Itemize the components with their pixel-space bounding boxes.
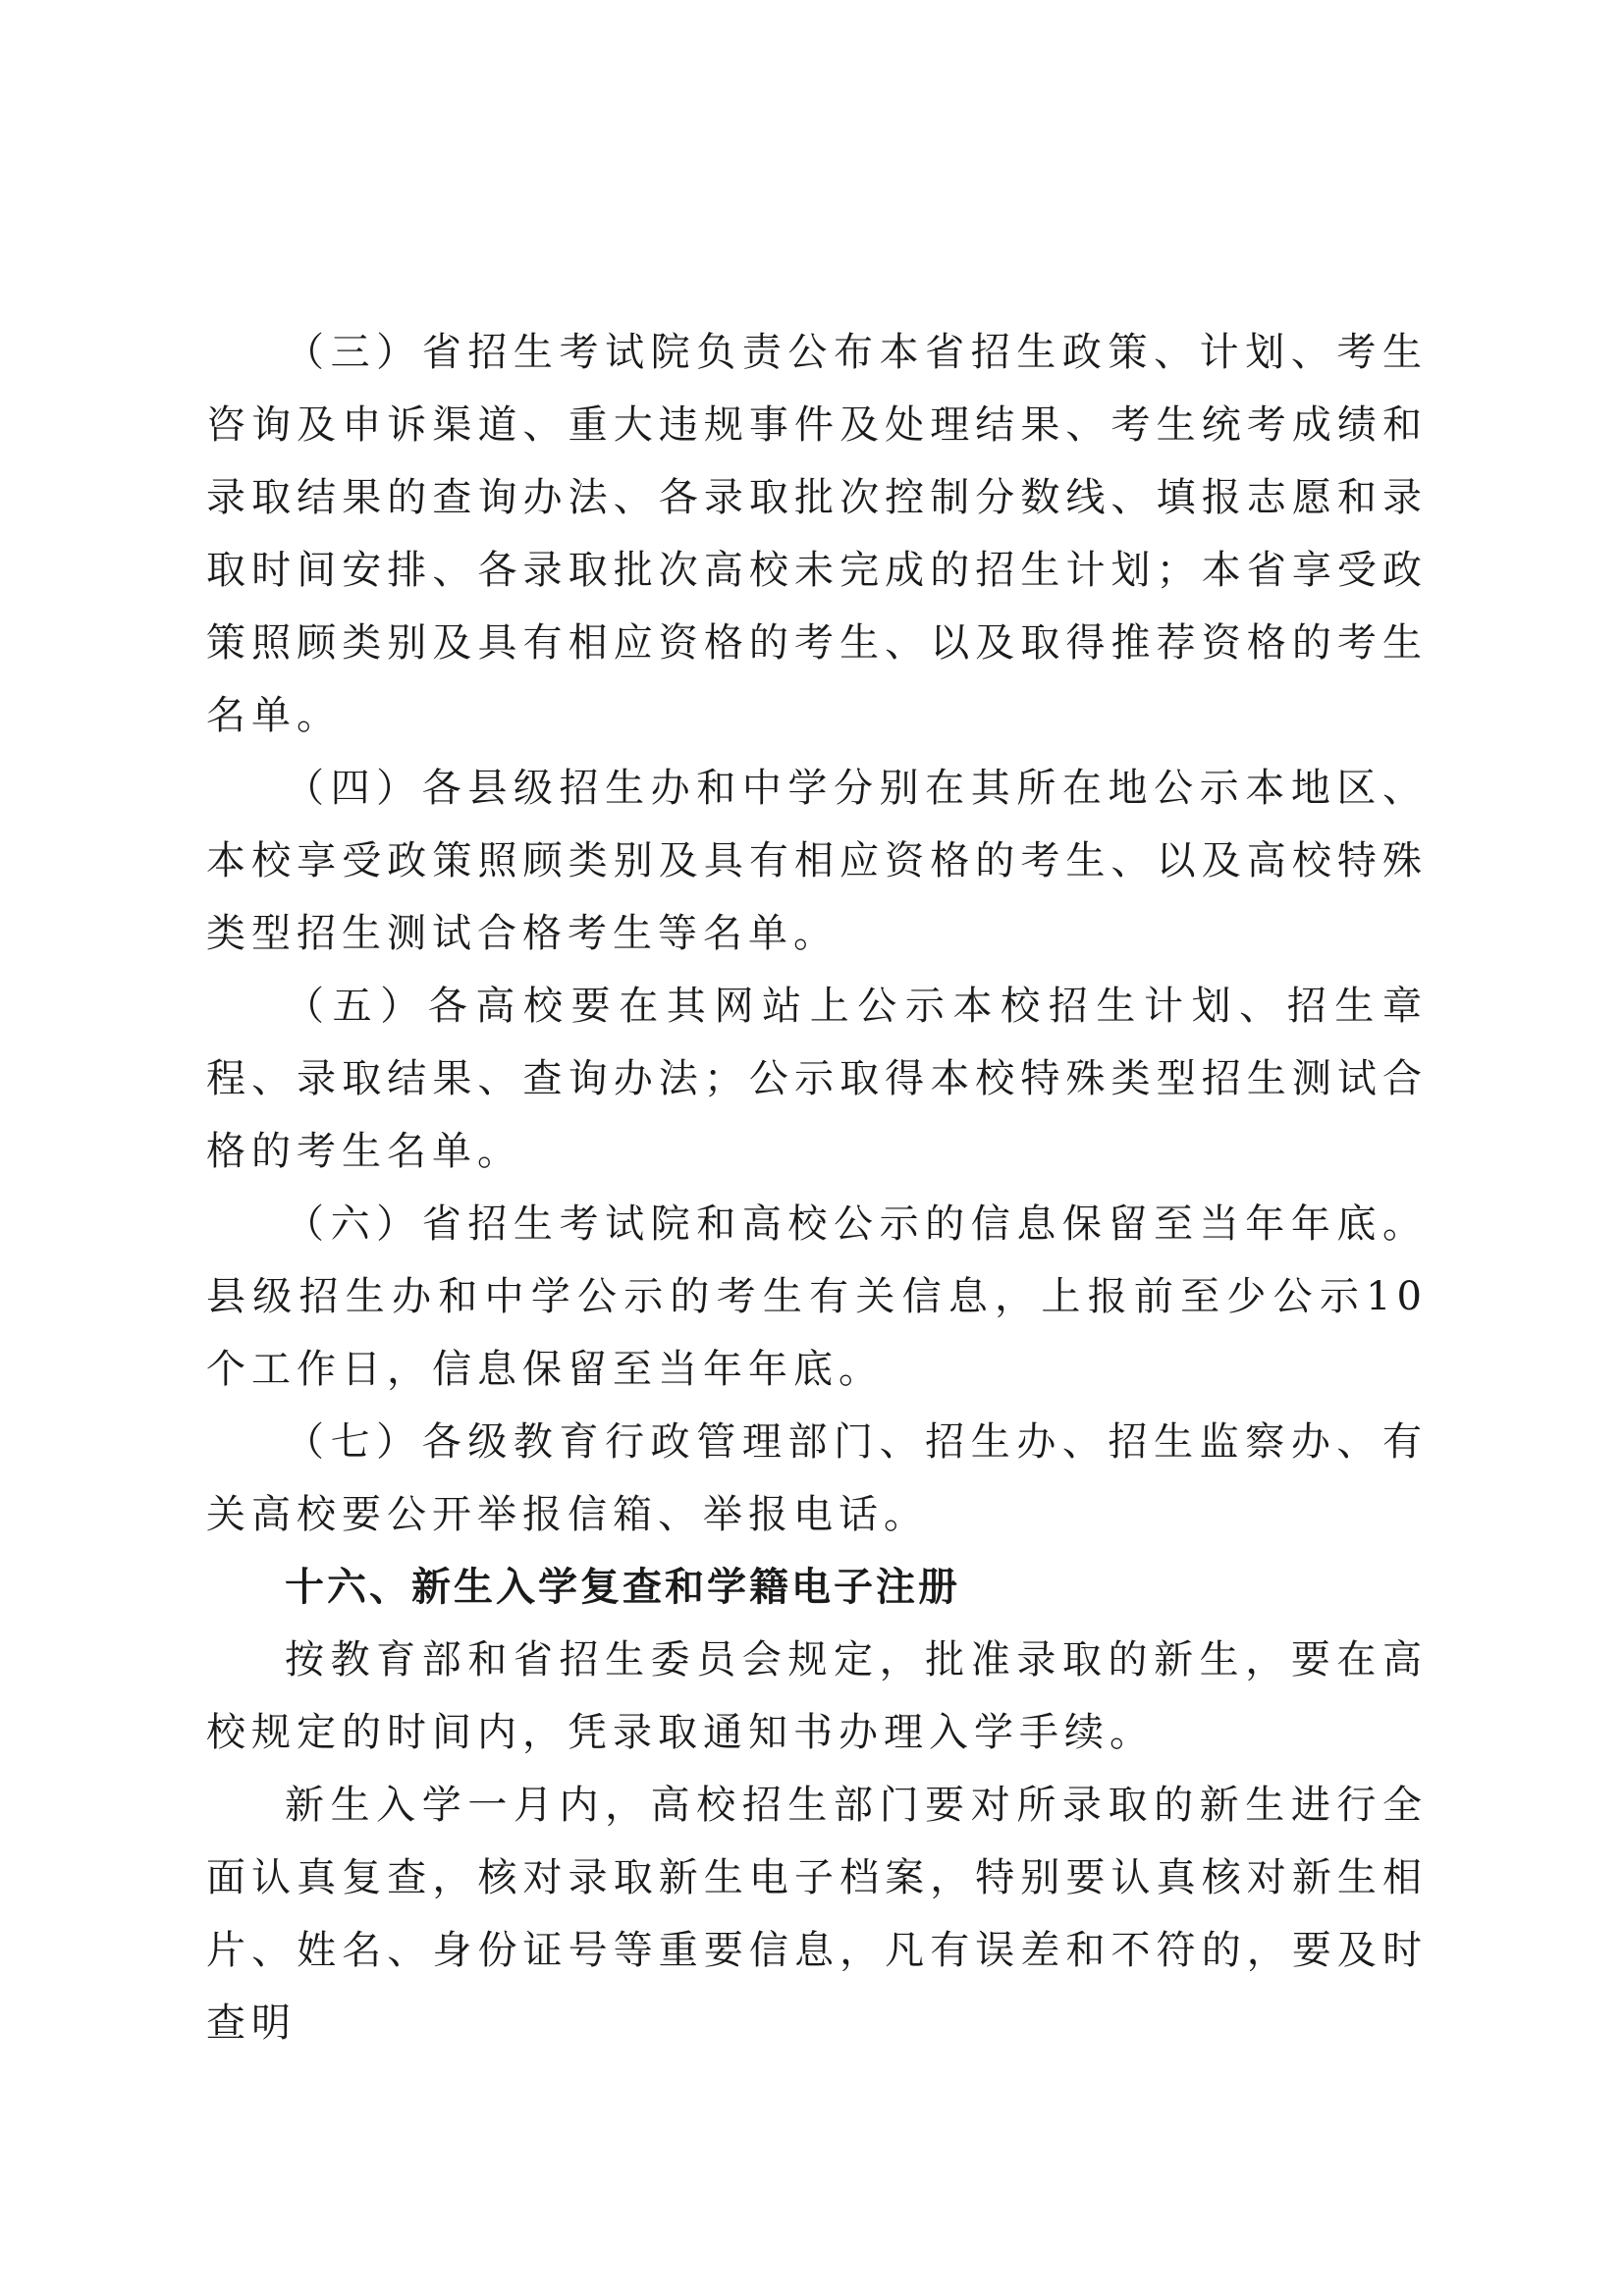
paragraph-item-4: （四）各县级招生办和中学分别在其所在地公示本地区、本校享受政策照顾类别及具有相应资格的考生、以及高校特殊类型招生测试合格考生等名单。 — [206, 766, 1428, 956]
section-paragraph-2: 新生入学一月内，高校招生部门要对所录取的新生进行全面认真复查，核对录取新生电子档案，特别要认真核对新生相片、姓名、身份证号等重要信息，凡有误差和不符的，要及时查明 — [206, 1783, 1428, 2046]
document-page — [206, 316, 1428, 2059]
paragraph-item-3: （三）省招生考试院负责公布本省招生政策、计划、考生咨询及申诉渠道、重大违规事件及处理结果、考生统考成绩和录取结果的查询办法、各录取批次控制分数线、填报志愿和录取时间安排、各录取批次高校未完成的招生计划；本省享受政策照顾类别及具有相应资格的考生、以及取得推荐资格的考生名单。 — [206, 330, 1428, 738]
section-heading: 十六、新生入学复查和学籍电子注册 — [285, 1565, 960, 1610]
paragraph-item-7: （七）各级教育行政管理部门、招生办、招生监察办、有关高校要公开举报信箱、举报电话。 — [206, 1419, 1428, 1537]
paragraph-item-5: （五）各高校要在其网站上公示本校招生计划、招生章程、录取结果、查询办法；公示取得本校特殊类型招生测试合格的考生名单。 — [206, 984, 1428, 1174]
paragraph-item-6: （六）省招生考试院和高校公示的信息保留至当年年底。县级招生办和中学公示的考生有关信息，上报前至少公示10个工作日，信息保留至当年年底。 — [206, 1201, 1428, 1392]
section-paragraph-1: 按教育部和省招生委员会规定，批准录取的新生，要在高校规定的时间内，凭录取通知书办理入学手续。 — [206, 1637, 1428, 1755]
